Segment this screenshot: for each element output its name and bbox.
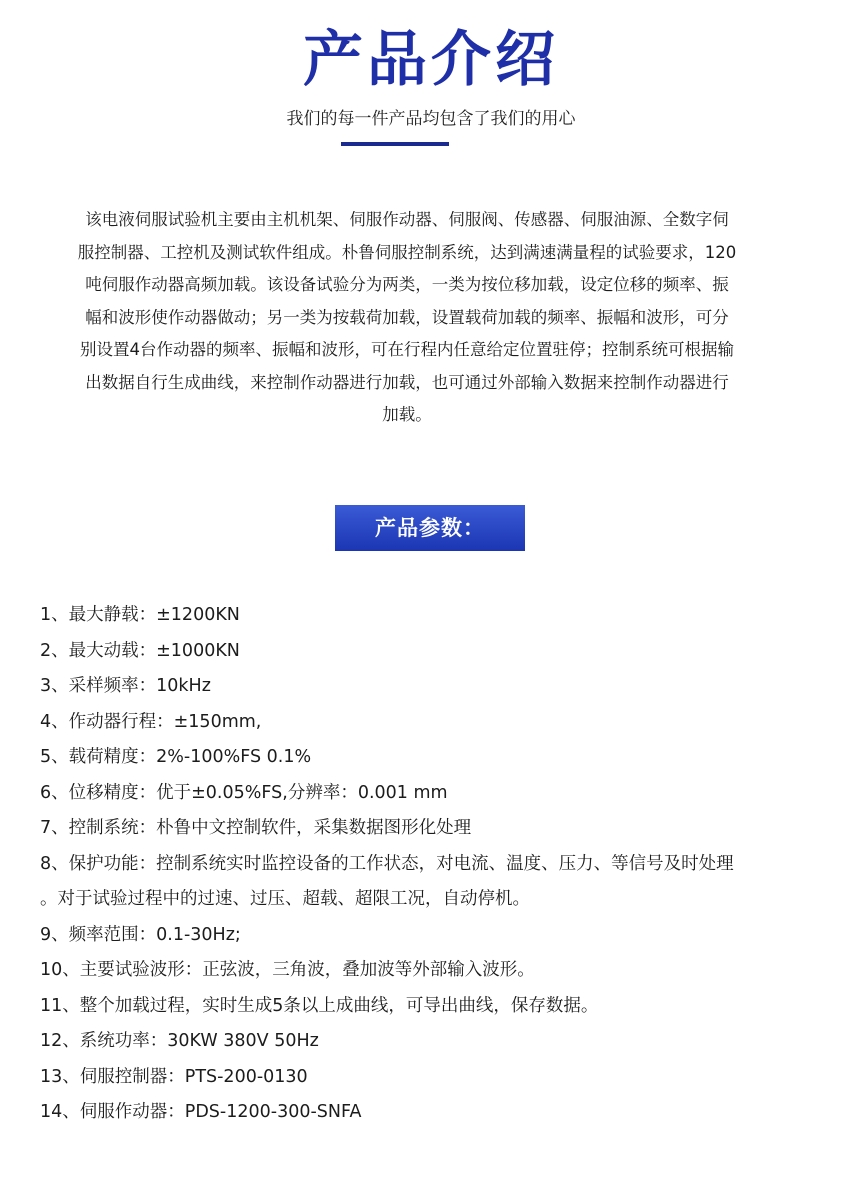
intro-line: 别设置4台作动器的频率、振幅和波形，可在行程内任意给定位置驻停；控制系统可根据输	[80, 340, 734, 359]
param-item: 3、采样频率：10kHz	[40, 676, 211, 696]
param-item: 4、作动器行程：±150mm,	[40, 711, 262, 732]
intro-line: 服控制器、工控机及测试软件组成。朴鲁伺服控制系统，达到满速满量程的试验要求，120	[77, 242, 737, 262]
params-list	[40, 598, 840, 1131]
intro-line: 加载。	[382, 405, 432, 424]
page-subtitle: 我们的每一件产品均包含了我们的用心	[286, 109, 576, 129]
param-item: 13、伺服控制器：PTS-200-0130	[40, 1066, 308, 1087]
param-item: 9、频率范围：0.1-30Hz;	[40, 924, 241, 945]
params-heading-banner: 产品参数：	[335, 505, 525, 551]
param-item: 6、位移精度：优于±0.05%FS,分辨率：0.001 mm	[40, 782, 448, 803]
param-item: 11、整个加载过程，实时生成5条以上成曲线，可导出曲线，保存数据。	[40, 995, 599, 1016]
param-item: 5、载荷精度：2%-100%FS 0.1%	[40, 747, 312, 767]
param-item: 12、系统功率：30KW 380V 50Hz	[40, 1031, 319, 1051]
param-item: 1、最大静载：±1200KN	[40, 605, 240, 625]
page-title: 产品介绍	[303, 25, 559, 95]
intro-line: 该电液伺服试验机主要由主机机架、伺服作动器、伺服阀、传感器、伺服油源、全数字伺	[85, 210, 729, 229]
param-item: 8、保护功能：控制系统实时监控设备的工作状态，对电流、温度、压力、等信号及时处理	[40, 853, 734, 874]
param-item: 10、主要试验波形：正弦波，三角波，叠加波等外部输入波形。	[40, 960, 535, 980]
intro-line: 幅和波形使作动器做动；另一类为按载荷加载，设置载荷加载的频率、振幅和波形，可分	[85, 307, 729, 327]
intro-line: 吨伺服作动器高频加载。该设备试验分为两类，一类为按位移加载，设定位移的频率、振	[85, 275, 729, 294]
param-item-continuation: 。对于试验过程中的过速、过压、超载、超限工况，自动停机。	[40, 889, 530, 909]
param-item: 2、最大动载：±1000KN	[40, 640, 240, 661]
title-underline	[341, 142, 449, 146]
param-item: 14、伺服作动器：PDS-1200-300-SNFA	[40, 1102, 362, 1122]
param-item: 7、控制系统：朴鲁中文控制软件，采集数据图形化处理	[40, 818, 472, 838]
intro-line: 出数据自行生成曲线，来控制作动器进行加载，也可通过外部输入数据来控制作动器进行	[85, 372, 729, 392]
intro-paragraph	[40, 204, 774, 432]
